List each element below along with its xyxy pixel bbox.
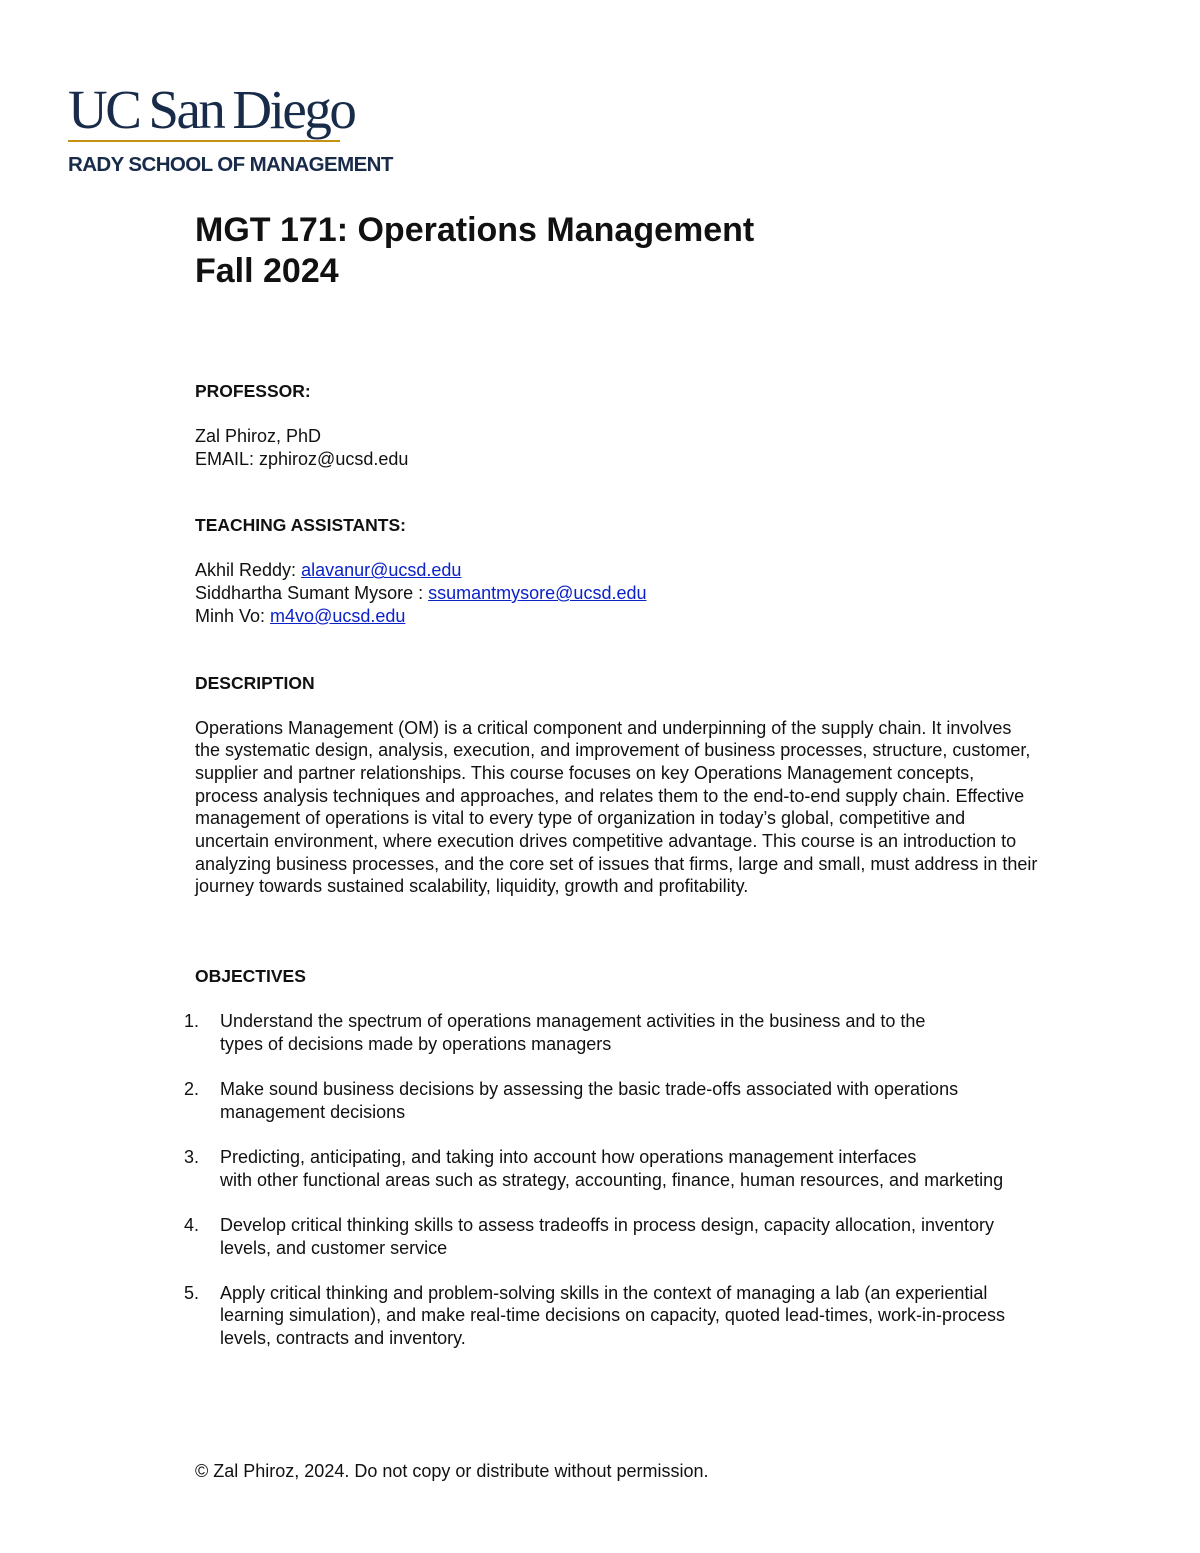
logo-wordmark xyxy=(68,79,408,140)
description-line: journey towards sustained scalability, liquidity, growth and profitability. xyxy=(195,876,749,897)
objective-line: learning simulation), and make real-time decisions on capacity, quoted lead-times, work-in-process xyxy=(220,1305,1006,1326)
objective-item xyxy=(184,1078,1135,1123)
syllabus-content xyxy=(184,210,1135,1350)
professor-name: Zal Phiroz, PhD xyxy=(195,426,322,446)
objective-item xyxy=(184,1146,1135,1191)
ta-heading: TEACHING ASSISTANTS: xyxy=(195,515,406,536)
objective-line: Apply critical thinking and problem-solving skills in the context of managing a lab (an experiential xyxy=(220,1282,988,1303)
objective-spacer xyxy=(195,1123,1135,1146)
ta-name: Minh Vo: xyxy=(195,605,271,626)
objective-line: Understand the spectrum of operations management activities in the business and to the xyxy=(220,1011,926,1032)
objective-spacer xyxy=(195,1259,1135,1282)
objective-number: 2. xyxy=(184,1079,200,1100)
description-line: analyzing business processes, and the core set of issues that firms, large and small, must address in their xyxy=(195,853,1038,874)
ta-name: Siddhartha Sumant Mysore : xyxy=(195,583,429,604)
objective-number: 1. xyxy=(184,1011,200,1032)
objective-line: levels, contracts and inventory. xyxy=(220,1328,466,1349)
objective-spacer xyxy=(195,1056,1135,1079)
logo-uc: UC xyxy=(68,79,140,140)
ta-email-link[interactable]: alavanur@ucsd.edu xyxy=(301,560,462,581)
course-title-line1: MGT 171: Operations Management xyxy=(195,211,755,249)
description-line: supplier and partner relationships. This course focuses on key Operations Management concepts, xyxy=(195,762,975,783)
objectives-heading: OBJECTIVES xyxy=(195,966,306,987)
description-paragraph xyxy=(195,717,1135,899)
ta-item xyxy=(195,605,1135,628)
description-line: the systematic design, analysis, execution, and improvement of business processes, structure, customer, xyxy=(195,740,1031,761)
professor-heading: PROFESSOR: xyxy=(195,381,311,401)
description-line: process analysis techniques and approaches, and relates them to the end-to-end supply chain. Effective xyxy=(195,785,1025,806)
copyright-footer: © Zal Phiroz, 2024. Do not copy or distribute without permission. xyxy=(195,1461,709,1481)
objective-item xyxy=(184,1010,1135,1055)
objectives-list xyxy=(184,1010,1135,1350)
professor-email: EMAIL: zphiroz@ucsd.edu xyxy=(195,448,409,469)
objective-number: 3. xyxy=(184,1146,200,1167)
objective-number: 5. xyxy=(184,1282,200,1303)
university-logo xyxy=(68,79,408,177)
ta-email-link[interactable]: ssumantmysore@ucsd.edu xyxy=(428,583,647,604)
course-title xyxy=(195,210,1135,292)
ta-email-link[interactable]: m4vo@ucsd.edu xyxy=(270,605,406,626)
logo-san: San xyxy=(148,79,224,140)
course-term: Fall 2024 xyxy=(195,252,339,290)
logo-subtitle: RADY SCHOOL OF MANAGEMENT xyxy=(68,153,393,176)
objective-line: Predicting, anticipating, and taking into account how operations management interfaces xyxy=(220,1146,917,1167)
logo-diego: Diego xyxy=(232,79,355,140)
objective-line: types of decisions made by operations managers xyxy=(220,1033,612,1054)
ta-item xyxy=(195,559,1135,582)
objective-item xyxy=(184,1282,1135,1350)
objective-line: Develop critical thinking skills to assess tradeoffs in process design, capacity allocation, inventory xyxy=(220,1214,995,1235)
description-line: uncertain environment, where execution drives competitive advantage. This course is an introduction to xyxy=(195,831,1017,852)
logo-gold-rule xyxy=(68,140,340,142)
ta-name: Akhil Reddy: xyxy=(195,560,302,581)
objective-line: with other functional areas such as strategy, accounting, finance, human resources, and marketing xyxy=(220,1169,1004,1190)
objective-line: levels, and customer service xyxy=(220,1237,448,1258)
objective-number: 4. xyxy=(184,1214,200,1235)
description-line: management of operations is vital to every type of organization in today’s global, competitive and xyxy=(195,808,966,829)
objective-item xyxy=(184,1214,1135,1259)
ta-list xyxy=(195,559,1135,627)
description-heading: DESCRIPTION xyxy=(195,672,315,693)
description-line: Operations Management (OM) is a critical component and underpinning of the supply chain. It involves xyxy=(195,717,1012,738)
objective-line: management decisions xyxy=(220,1101,406,1122)
objective-spacer xyxy=(195,1191,1135,1214)
ta-item xyxy=(195,582,1135,605)
objective-line: Make sound business decisions by assessing the basic trade-offs associated with operations xyxy=(220,1079,959,1100)
